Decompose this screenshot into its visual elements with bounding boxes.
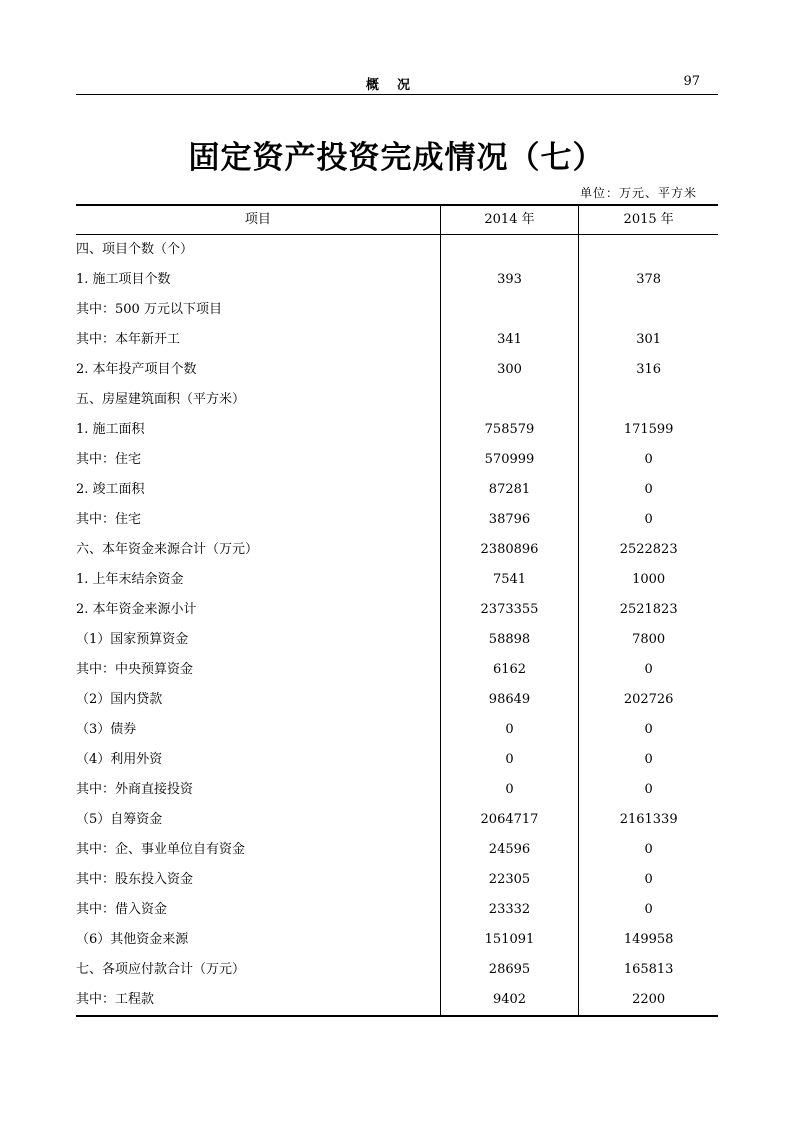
value-2014: 2064717 [440,805,579,835]
row-label: 1. 上年末结余资金 [76,572,184,587]
table-row [76,355,718,385]
value-2014 [440,295,579,325]
value-2014 [440,385,579,415]
table-row [76,745,718,775]
value-2015: 2200 [579,985,718,1016]
row-label: （5）自筹资金 [76,812,163,827]
table-row [76,265,718,295]
value-2014: 22305 [440,865,579,895]
value-2015 [579,385,718,415]
table-row [76,565,718,595]
value-2014: 98649 [440,685,579,715]
row-label: （2）国内贷款 [76,692,163,707]
row-label: 2. 本年资金来源小计 [76,602,197,617]
column-header-2014: 2014 年 [440,205,579,235]
table-row [76,925,718,955]
row-label: 其中：住宅 [76,452,142,467]
value-2015: 0 [579,865,718,895]
value-2014 [440,235,579,266]
row-label: 其中：股东投入资金 [76,872,194,887]
table-row [76,295,718,325]
row-label: 其中：住宅 [76,512,142,527]
value-2014: 2380896 [440,535,579,565]
row-label: （6）其他资金来源 [76,932,189,947]
row-label: 2. 本年投产项目个数 [76,362,197,377]
table-row [76,325,718,355]
page-number: 97 [683,74,700,89]
table-row [76,985,718,1016]
value-2015: 165813 [579,955,718,985]
value-2014: 9402 [440,985,579,1016]
investment-table [76,204,718,1017]
table-row [76,655,718,685]
table-row [76,625,718,655]
row-label: （3）债券 [76,722,137,737]
row-label: （4）利用外资 [76,752,163,767]
table-row [76,535,718,565]
value-2014: 758579 [440,415,579,445]
row-label: 1. 施工面积 [76,422,145,437]
running-head [76,70,718,95]
row-label: 五、房屋建筑面积（平方米） [76,392,246,407]
value-2014: 2373355 [440,595,579,625]
value-2015: 0 [579,745,718,775]
value-2014: 58898 [440,625,579,655]
table-row [76,865,718,895]
value-2014: 393 [440,265,579,295]
table-body [76,235,718,1017]
value-2014: 341 [440,325,579,355]
table-row [76,595,718,625]
table-row [76,715,718,745]
row-label: 其中：500 万元以下项目 [76,302,222,317]
row-label: 六、本年资金来源合计（万元） [76,542,259,557]
table-row [76,505,718,535]
row-label: 其中：本年新开工 [76,332,181,347]
value-2014: 28695 [440,955,579,985]
value-2015: 0 [579,775,718,805]
value-2014: 6162 [440,655,579,685]
value-2015: 0 [579,895,718,925]
value-2014: 151091 [440,925,579,955]
row-label: 2. 竣工面积 [76,482,145,497]
row-label: 其中：中央预算资金 [76,662,194,677]
value-2015: 0 [579,475,718,505]
value-2014: 38796 [440,505,579,535]
value-2014: 0 [440,775,579,805]
value-2015: 171599 [579,415,718,445]
value-2014: 300 [440,355,579,385]
table-row [76,685,718,715]
value-2015: 0 [579,835,718,865]
value-2015: 2161339 [579,805,718,835]
table-row [76,775,718,805]
value-2014: 0 [440,745,579,775]
value-2015: 2522823 [579,535,718,565]
value-2015: 7800 [579,625,718,655]
value-2014: 24596 [440,835,579,865]
value-2015 [579,295,718,325]
value-2015: 202726 [579,685,718,715]
section-title: 概况 [365,78,428,93]
table-row [76,805,718,835]
page-title: 固定资产投资完成情况（七） [188,140,605,176]
table-row [76,475,718,505]
value-2014: 0 [440,715,579,745]
row-label: 其中：外商直接投资 [76,782,194,797]
row-label: 七、各项应付款合计（万元） [76,962,246,977]
row-label: （1）国家预算资金 [76,632,189,647]
table-row [76,235,718,266]
table-row [76,385,718,415]
value-2015: 1000 [579,565,718,595]
table-row [76,955,718,985]
value-2015: 0 [579,445,718,475]
column-header-2015: 2015 年 [579,205,718,235]
unit-note: 单位：万元、平方米 [579,186,697,200]
table-header-row [76,205,718,235]
value-2014: 87281 [440,475,579,505]
row-label: 其中：借入资金 [76,902,168,917]
table-row [76,415,718,445]
value-2015: 0 [579,715,718,745]
row-label: 四、项目个数（个） [76,242,194,257]
value-2015: 2521823 [579,595,718,625]
value-2015 [579,235,718,266]
row-label: 其中：工程款 [76,985,440,1016]
row-label: 其中：企、事业单位自有资金 [76,842,246,857]
row-label: 1. 施工项目个数 [76,272,171,287]
value-2015: 0 [579,505,718,535]
table-row [76,445,718,475]
value-2014: 7541 [440,565,579,595]
value-2015: 301 [579,325,718,355]
value-2015: 0 [579,655,718,685]
value-2014: 23332 [440,895,579,925]
value-2015: 149958 [579,925,718,955]
table-row [76,895,718,925]
table-row [76,835,718,865]
value-2015: 316 [579,355,718,385]
column-header-item: 项目 [76,205,440,235]
value-2014: 570999 [440,445,579,475]
value-2015: 378 [579,265,718,295]
